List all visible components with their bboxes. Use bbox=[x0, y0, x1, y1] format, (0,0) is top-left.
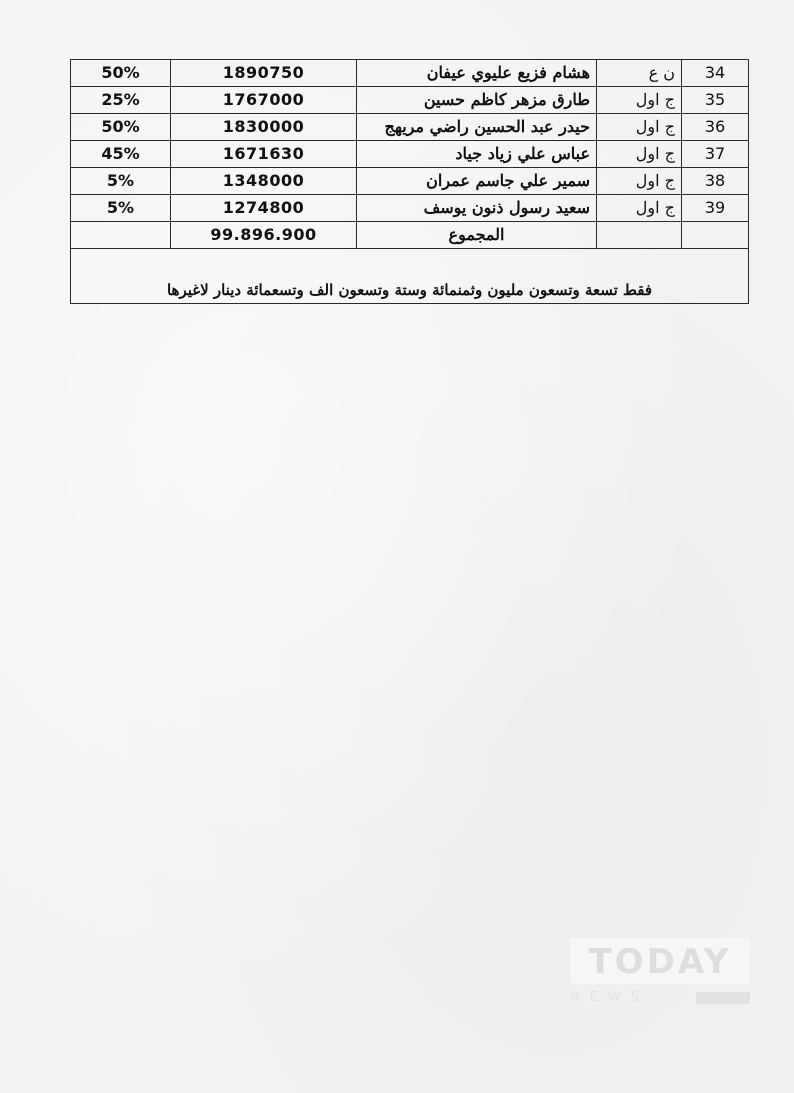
row-percentage: 25% bbox=[71, 87, 171, 114]
row-number: 35 bbox=[682, 87, 749, 114]
table-row bbox=[71, 114, 749, 141]
row-amount: 1767000 bbox=[171, 87, 357, 114]
today-news-watermark bbox=[570, 938, 750, 1010]
table-row bbox=[71, 141, 749, 168]
row-amount: 1348000 bbox=[171, 168, 357, 195]
row-amount: 1671630 bbox=[171, 141, 357, 168]
row-number: 37 bbox=[682, 141, 749, 168]
row-grade: ج اول bbox=[597, 168, 682, 195]
total-label: المجموع bbox=[357, 222, 597, 249]
row-grade: ج اول bbox=[597, 114, 682, 141]
row-percentage: 5% bbox=[71, 195, 171, 222]
row-name: سمير علي جاسم عمران bbox=[357, 168, 597, 195]
row-percentage: 50% bbox=[71, 114, 171, 141]
row-number: 39 bbox=[682, 195, 749, 222]
total-empty-pct bbox=[71, 222, 171, 249]
row-name: عباس علي زياد جياد bbox=[357, 141, 597, 168]
row-grade: ن ع bbox=[597, 60, 682, 87]
table-row bbox=[71, 168, 749, 195]
row-number: 38 bbox=[682, 168, 749, 195]
row-name: طارق مزهر كاظم حسين bbox=[357, 87, 597, 114]
row-grade: ج اول bbox=[597, 195, 682, 222]
watermark-subtitle: NEWS bbox=[570, 990, 650, 1005]
payment-table bbox=[70, 59, 749, 304]
amount-in-words-row bbox=[71, 249, 749, 304]
row-name: هشام فزيع عليوي عيفان bbox=[357, 60, 597, 87]
row-number: 36 bbox=[682, 114, 749, 141]
row-amount: 1890750 bbox=[171, 60, 357, 87]
watermark-title: TODAY bbox=[588, 942, 732, 982]
row-amount: 1830000 bbox=[171, 114, 357, 141]
total-amount: 99.896.900 bbox=[171, 222, 357, 249]
table-row bbox=[71, 195, 749, 222]
amount-in-words: فقط تسعة وتسعون مليون وثمنمائة وستة وتسعون الف وتسعمائة دينار لاغيرها bbox=[71, 249, 749, 304]
row-name: سعيد رسول ذنون يوسف bbox=[357, 195, 597, 222]
watermark-bar bbox=[696, 992, 750, 1004]
total-empty-num bbox=[682, 222, 749, 249]
table-row bbox=[71, 60, 749, 87]
row-percentage: 45% bbox=[71, 141, 171, 168]
row-grade: ج اول bbox=[597, 141, 682, 168]
table-row bbox=[71, 87, 749, 114]
row-name: حيدر عبد الحسين راضي مريهج bbox=[357, 114, 597, 141]
row-percentage: 5% bbox=[71, 168, 171, 195]
row-amount: 1274800 bbox=[171, 195, 357, 222]
total-row bbox=[71, 222, 749, 249]
row-number: 34 bbox=[682, 60, 749, 87]
row-percentage: 50% bbox=[71, 60, 171, 87]
row-grade: ج اول bbox=[597, 87, 682, 114]
total-empty-grade bbox=[597, 222, 682, 249]
